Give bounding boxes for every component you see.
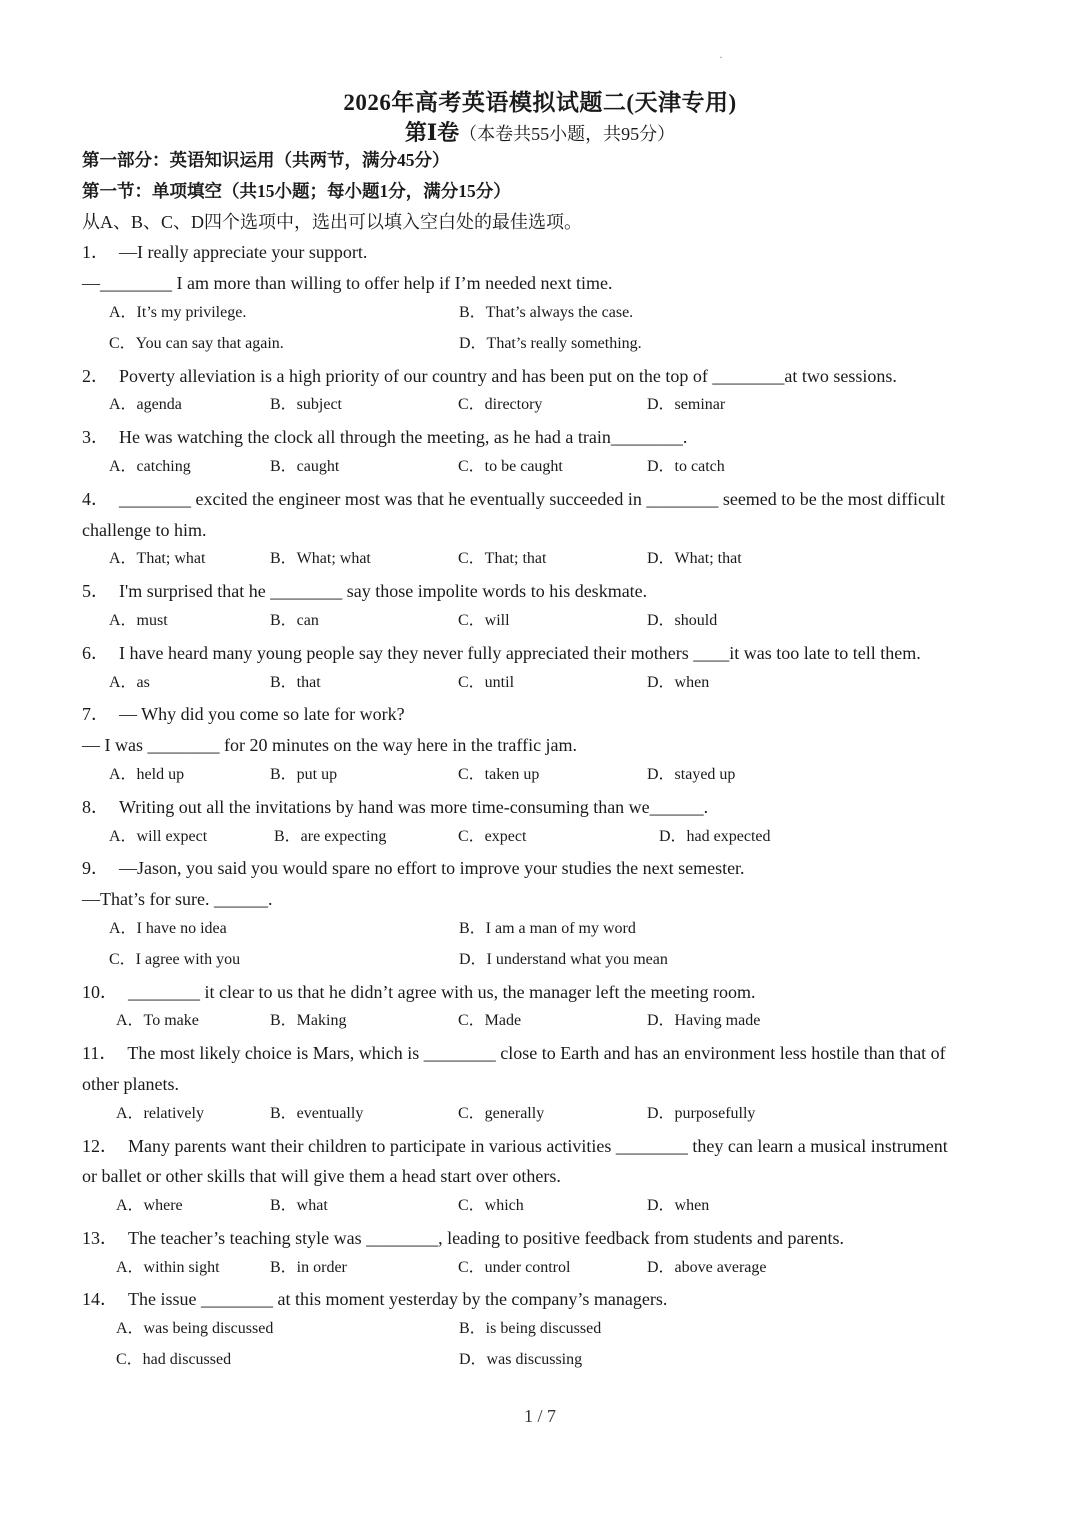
answer-option-b[interactable]: B．caught xyxy=(270,457,340,475)
answer-option-d[interactable]: D．That’s really something. xyxy=(459,334,642,352)
question-text: The most likely choice is Mars, which is ________ close to Earth and has an environment less hostile than that of xyxy=(127,1043,946,1064)
answer-option-a[interactable]: A．where xyxy=(116,1197,183,1215)
answer-option-b[interactable]: B．That’s always the case. xyxy=(459,303,634,321)
answer-option-c[interactable]: C．had discussed xyxy=(116,1351,232,1369)
question-number: 3． xyxy=(82,427,109,448)
question-text: —Jason, you said you would spare no effort to improve your studies the next semester. xyxy=(119,858,745,879)
answer-option-a[interactable]: A．must xyxy=(109,611,168,629)
question-number: 14． xyxy=(82,1289,118,1310)
answer-option-c[interactable]: C．to be caught xyxy=(458,457,563,475)
answer-option-d[interactable]: D．I understand what you mean xyxy=(459,950,668,968)
answer-option-a[interactable]: A．catching xyxy=(109,457,191,475)
answer-option-c[interactable]: C．taken up xyxy=(458,765,540,783)
question-stem xyxy=(82,1038,997,1069)
question-stem xyxy=(82,1284,997,1315)
page-number: 1 / 7 xyxy=(523,1406,556,1426)
answer-option-a[interactable]: A．agenda xyxy=(109,396,182,414)
answer-option-c[interactable]: C．directory xyxy=(458,396,543,414)
options-row xyxy=(82,915,997,946)
answer-option-d[interactable]: D．when xyxy=(647,1197,710,1215)
question-stem xyxy=(82,361,997,392)
question-stem xyxy=(82,1131,997,1162)
answer-option-c[interactable]: C．generally xyxy=(458,1104,545,1122)
options-row xyxy=(82,607,997,638)
question-stem xyxy=(82,792,997,823)
answer-option-d[interactable]: D．above average xyxy=(647,1258,767,1276)
question-number: 6． xyxy=(82,642,109,663)
answer-option-b[interactable]: B．eventually xyxy=(270,1104,364,1122)
answer-option-d[interactable]: D．had expected xyxy=(659,827,771,845)
answer-option-d[interactable]: D．purposefully xyxy=(647,1104,756,1122)
answer-option-a[interactable]: A．will expect xyxy=(109,827,208,845)
answer-option-d[interactable]: D．stayed up xyxy=(647,765,736,783)
answer-option-c[interactable]: C．Made xyxy=(458,1012,522,1030)
answer-option-c[interactable]: C．will xyxy=(458,611,510,629)
scan-dot: · xyxy=(719,50,723,64)
question-number: 10． xyxy=(82,981,118,1002)
options-row xyxy=(82,1100,997,1131)
answer-option-b[interactable]: B．is being discussed xyxy=(459,1320,602,1338)
options-row xyxy=(82,669,997,700)
options-row xyxy=(82,453,997,484)
question-text: I have heard many young people say they never fully appreciated their mothers ____it was too late to tell them. xyxy=(119,642,921,663)
answer-option-c[interactable]: C．That; that xyxy=(458,550,547,568)
question-stem xyxy=(82,237,997,268)
answer-option-c[interactable]: C．expect xyxy=(458,827,527,845)
instruction: 从A、B、C、D四个选项中，选出可以填入空白处的最佳选项。 xyxy=(82,211,583,232)
question-number: 2． xyxy=(82,365,109,386)
answer-option-a[interactable]: A．relatively xyxy=(116,1104,204,1122)
exam-title: 2026年高考英语模拟试题二(天津专用) xyxy=(343,90,737,115)
answer-option-a[interactable]: A．was being discussed xyxy=(116,1320,274,1338)
question-number: 8． xyxy=(82,796,109,817)
answer-option-a[interactable]: A．as xyxy=(109,673,150,691)
answer-option-d[interactable]: D．when xyxy=(647,673,710,691)
question-stem xyxy=(82,576,997,607)
options-row xyxy=(82,545,997,576)
answer-option-b[interactable]: B．are expecting xyxy=(274,827,387,845)
question-text: I'm surprised that he ________ say those impolite words to his deskmate. xyxy=(119,581,648,602)
question-number: 1． xyxy=(82,242,109,263)
answer-option-b[interactable]: B．Making xyxy=(270,1012,347,1030)
answer-option-d[interactable]: D．seminar xyxy=(647,396,726,414)
question-list xyxy=(82,237,997,1376)
answer-option-a[interactable]: A．within sight xyxy=(116,1258,220,1276)
question-stem-cont: challenge to him. xyxy=(82,519,207,540)
question-stem xyxy=(82,1223,997,1254)
answer-option-b[interactable]: B．can xyxy=(270,611,319,629)
question-text: Writing out all the invitations by hand was more time-consuming than we______. xyxy=(119,796,709,817)
answer-option-c[interactable]: C．until xyxy=(458,673,515,691)
answer-option-a[interactable]: A．That; what xyxy=(109,550,206,568)
question-number: 4． xyxy=(82,488,109,509)
answer-option-c[interactable]: C．I agree with you xyxy=(109,950,241,968)
answer-option-c[interactable]: C．under control xyxy=(458,1258,571,1276)
answer-option-d[interactable]: D．was discussing xyxy=(459,1351,583,1369)
answer-option-a[interactable]: A．I have no idea xyxy=(109,919,227,937)
options-row xyxy=(82,1315,997,1346)
question-text: ________ excited the engineer most was that he eventually succeeded in ________ seemed to be the most difficult xyxy=(119,488,945,509)
options-row xyxy=(82,946,997,977)
answer-option-b[interactable]: B．What; what xyxy=(270,550,371,568)
answer-option-d[interactable]: D．to catch xyxy=(647,457,725,475)
options-row xyxy=(82,1254,997,1285)
volume-note: （本卷共55小题，共95分） xyxy=(459,124,676,144)
question-stem xyxy=(82,853,997,884)
options-row xyxy=(82,299,997,330)
question-stem-cont: —That’s for sure. ______. xyxy=(82,889,273,910)
question-text: He was watching the clock all through the meeting, as he had a train________. xyxy=(119,427,688,448)
options-row xyxy=(82,1007,997,1038)
options-row xyxy=(82,1346,997,1377)
answer-option-d[interactable]: D．Having made xyxy=(647,1012,761,1030)
question-text: —I really appreciate your support. xyxy=(119,242,368,263)
volume-label: 第Ⅰ卷 xyxy=(404,120,460,145)
question-number: 11． xyxy=(82,1043,118,1064)
question-number: 13． xyxy=(82,1227,118,1248)
answer-option-a[interactable]: A．To make xyxy=(116,1012,199,1030)
answer-option-a[interactable]: A．It’s my privilege. xyxy=(109,303,247,321)
options-row xyxy=(82,823,997,854)
options-row xyxy=(82,761,997,792)
options-row xyxy=(82,391,997,422)
question-stem-cont: other planets. xyxy=(82,1073,179,1094)
question-text: The issue ________ at this moment yesterday by the company’s managers. xyxy=(128,1289,668,1310)
question-stem xyxy=(82,422,997,453)
question-number: 7． xyxy=(82,704,109,725)
question-stem-cont: or ballet or other skills that will give them a head start over others. xyxy=(82,1166,561,1187)
options-row xyxy=(82,330,997,361)
question-stem xyxy=(82,484,997,515)
options-row xyxy=(82,1192,997,1223)
question-text: Many parents want their children to participate in various activities ________ they can learn a musical instrument xyxy=(128,1135,948,1156)
question-stem-cont: — I was ________ for 20 minutes on the way here in the traffic jam. xyxy=(82,735,578,756)
question-number: 9． xyxy=(82,858,109,879)
answer-option-b[interactable]: B．subject xyxy=(270,396,342,414)
answer-option-b[interactable]: B．in order xyxy=(270,1258,347,1276)
question-number: 5． xyxy=(82,581,109,602)
question-text: Poverty alleviation is a high priority of our country and has been put on the top of ________at two sessions. xyxy=(119,365,897,386)
question-stem-cont: —________ I am more than willing to offer help if I’m needed next time. xyxy=(82,273,613,294)
question-area xyxy=(82,145,997,1377)
answer-option-b[interactable]: B．what xyxy=(270,1197,328,1215)
answer-option-d[interactable]: D．What; that xyxy=(647,550,742,568)
section-heading: 第一节：单项填空（共15小题；每小题1分，满分15分） xyxy=(82,180,511,201)
question-number: 12． xyxy=(82,1135,118,1156)
part-heading: 第一部分：英语知识运用（共两节，满分45分） xyxy=(82,150,450,170)
answer-option-c[interactable]: C．which xyxy=(458,1197,524,1215)
question-text: The teacher’s teaching style was ________, leading to positive feedback from students and parents. xyxy=(128,1227,844,1248)
question-stem xyxy=(82,699,997,730)
question-text: ________ it clear to us that he didn’t agree with us, the manager left the meeting room. xyxy=(128,981,756,1002)
question-stem xyxy=(82,638,997,669)
question-stem xyxy=(82,977,997,1008)
question-text: — Why did you come so late for work? xyxy=(119,704,405,725)
answer-option-b[interactable]: B．I am a man of my word xyxy=(459,919,636,937)
volume-heading xyxy=(0,116,1080,147)
answer-option-c[interactable]: C．You can say that again. xyxy=(109,334,284,352)
answer-option-a[interactable]: A．held up xyxy=(109,765,185,783)
answer-option-b[interactable]: B．that xyxy=(270,673,321,691)
answer-option-d[interactable]: D．should xyxy=(647,611,718,629)
answer-option-b[interactable]: B．put up xyxy=(270,765,338,783)
